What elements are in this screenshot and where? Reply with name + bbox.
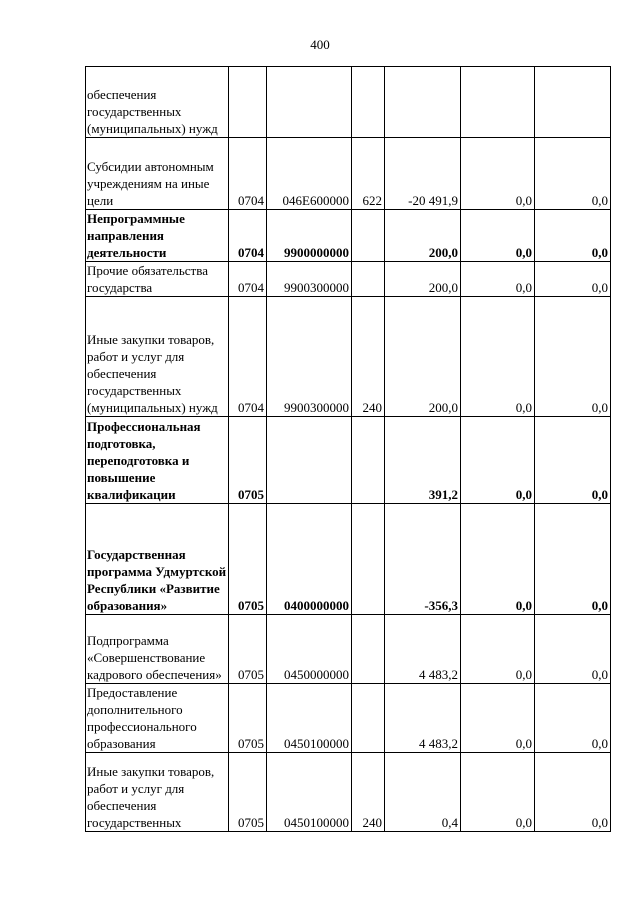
row-name: Предоставление дополнительного профессионального образования [86,684,229,753]
page-number: 400 [310,37,330,52]
row-name: Подпрограмма «Совершенствование кадрового обеспечения» [86,615,229,684]
row-amount-2: 0,0 [461,262,535,297]
table-row [86,262,611,297]
row-amount-2: 0,0 [461,210,535,262]
row-name: Профессиональная подготовка, переподготовка и повышение квалификации [86,417,229,504]
row-amount-3 [535,67,611,138]
row-amount-3: 0,0 [535,504,611,615]
row-amount-2: 0,0 [461,504,535,615]
row-name: Государственная программа Удмуртской Республики «Развитие образования» [86,504,229,615]
row-section: 0704 [229,262,267,297]
row-amount-3: 0,0 [535,684,611,753]
row-name: Субсидии автономным учреждениям на иные цели [86,138,229,210]
row-expense-type [352,417,385,504]
row-target-article: 9900300000 [267,262,352,297]
row-name: Прочие обязательства государства [86,262,229,297]
row-amount-3: 0,0 [535,615,611,684]
row-section: 0704 [229,210,267,262]
row-amount: 200,0 [385,262,461,297]
row-expense-type: 240 [352,753,385,832]
row-target-article [267,67,352,138]
row-amount-3: 0,0 [535,138,611,210]
row-amount: 391,2 [385,417,461,504]
row-target-article: 0450100000 [267,753,352,832]
table-row [86,138,611,210]
budget-table [85,66,611,832]
row-expense-type: 240 [352,297,385,417]
row-target-article: 0450000000 [267,615,352,684]
table-row [86,210,611,262]
row-amount-3: 0,0 [535,262,611,297]
table-row [86,684,611,753]
row-amount: 200,0 [385,297,461,417]
row-amount-3: 0,0 [535,210,611,262]
row-target-article: 0450100000 [267,684,352,753]
row-section: 0705 [229,417,267,504]
row-name: Иные закупки товаров, работ и услуг для обеспечения государственных (муниципальных) нужд [86,297,229,417]
row-amount-3: 0,0 [535,753,611,832]
row-amount-2: 0,0 [461,684,535,753]
row-expense-type [352,262,385,297]
row-amount-3: 0,0 [535,297,611,417]
row-amount: 200,0 [385,210,461,262]
row-target-article [267,417,352,504]
row-expense-type [352,210,385,262]
row-section: 0705 [229,684,267,753]
row-amount: -356,3 [385,504,461,615]
row-amount: 0,4 [385,753,461,832]
table-row [86,753,611,832]
row-expense-type [352,504,385,615]
row-section: 0705 [229,753,267,832]
row-expense-type [352,615,385,684]
row-name: обеспечения государственных (муниципальных) нужд [86,67,229,138]
row-expense-type: 622 [352,138,385,210]
row-name: Непрограммные направления деятельности [86,210,229,262]
row-section: 0704 [229,297,267,417]
row-name: Иные закупки товаров, работ и услуг для обеспечения государственных [86,753,229,832]
row-amount-2: 0,0 [461,138,535,210]
row-amount-2: 0,0 [461,753,535,832]
row-section: 0704 [229,138,267,210]
table-row [86,504,611,615]
row-amount: 4 483,2 [385,684,461,753]
row-expense-type [352,684,385,753]
table-row [86,297,611,417]
row-amount-2: 0,0 [461,297,535,417]
table-row [86,417,611,504]
row-target-article: 0400000000 [267,504,352,615]
row-target-article: 9900000000 [267,210,352,262]
row-amount-2 [461,67,535,138]
table-row [86,615,611,684]
row-amount [385,67,461,138]
row-amount: -20 491,9 [385,138,461,210]
row-section [229,67,267,138]
row-section: 0705 [229,615,267,684]
row-amount-2: 0,0 [461,615,535,684]
row-amount: 4 483,2 [385,615,461,684]
row-target-article: 9900300000 [267,297,352,417]
row-section: 0705 [229,504,267,615]
table-row [86,67,611,138]
row-expense-type [352,67,385,138]
row-target-article: 046E600000 [267,138,352,210]
row-amount-3: 0,0 [535,417,611,504]
row-amount-2: 0,0 [461,417,535,504]
